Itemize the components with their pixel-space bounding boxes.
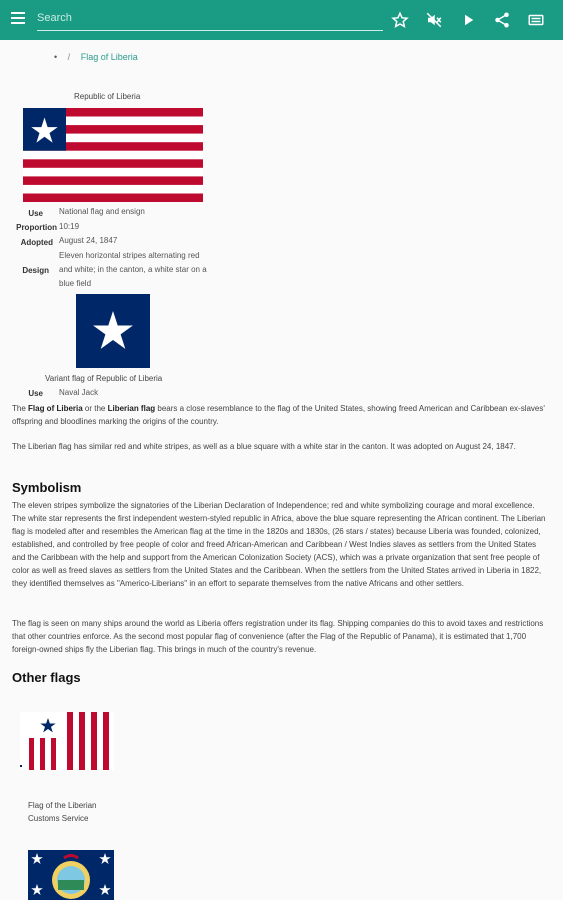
variant-use-label: Use xyxy=(28,389,43,398)
liberia-flag-image[interactable] xyxy=(23,108,203,202)
intro-paragraph: The Flag of Liberia or the Liberian flag bears a close resemblance to the flag of the United States, showing freed American and Caribbean ex-slaves' offspring and bloodlines marking the origins of the country. xyxy=(12,404,545,426)
search-bar[interactable] xyxy=(37,8,383,31)
star-icon[interactable] xyxy=(391,11,409,29)
infobox-row-value: 10:19 xyxy=(59,222,80,231)
infobox-row-label: Use xyxy=(28,209,43,218)
infobox-row-label: Design xyxy=(22,266,49,275)
breadcrumb xyxy=(54,52,138,62)
search-input[interactable] xyxy=(37,10,377,24)
infobox-row-value: August 24, 1847 xyxy=(59,236,118,245)
customs-flag-image[interactable] xyxy=(20,712,114,770)
variant-use-value: Naval Jack xyxy=(59,388,99,397)
infobox-row-label: Proportion xyxy=(16,223,57,232)
play-icon[interactable] xyxy=(459,11,477,29)
infobox-caption: Republic of Liberia xyxy=(74,92,141,101)
more-icon[interactable] xyxy=(527,11,545,29)
infobox-row-label: Adopted xyxy=(20,238,53,247)
infobox-row-value: Eleven horizontal stripes alternating red and white; in the canton, a white star on a blue field xyxy=(59,251,207,288)
symbolism-heading: Symbolism xyxy=(12,480,82,495)
breadcrumb-separator: / xyxy=(67,52,71,62)
presidential-flag-image[interactable] xyxy=(28,850,114,900)
mute-icon[interactable] xyxy=(425,11,443,29)
symbolism-paragraph-1: The eleven stripes symbolize the signatories of the Liberian Declaration of Independence; red and white symbolizing courage and moral excellence. The white star represents the first independent western-styled republic in Africa, above the blue square representing the African continent. The Liberian flag is modeled after and resembles the American flag at the time in the 1820s and 1830s, (26 stars / states) because Liberia was founded, colonized, established, and controlled by free people of color and freed African-American and Caribbean / West Indies slaves as settlers from the United States and the Caribbean with the help and support from the American Colonization Society (ACS), which was a private organization that sent free people of color as well as freed slaves as settlers from the United States and the Caribbean. When the settlers from the United States arrived in Liberia in 1822, they identified themselves as "Americo-Liberians" in an effort to separate themselves from the native Africans and other settlers. xyxy=(12,501,546,588)
infobox-row-value: National flag and ensign xyxy=(59,207,145,216)
breadcrumb-bullet: • xyxy=(54,52,58,62)
naval-jack-image[interactable] xyxy=(76,294,150,368)
other-flags-heading: Other flags xyxy=(12,670,81,685)
breadcrumb-current[interactable]: Flag of Liberia xyxy=(80,52,138,62)
symbolism-paragraph-2: The flag is seen on many ships around the world as Liberia offers registration under its flag. Shipping companies do this to avoid taxes and restrictions that other countries enforce. As the second most popular flag of convenience (after the Flag of the Republic of Panama), it is estimated that 1,700 foreign-owned ships fly the Liberian flag. This brings in much of the country's revenue. xyxy=(12,619,544,654)
customs-flag-caption: Flag of the Liberian Customs Service xyxy=(28,801,97,823)
intro-paragraph-2: The Liberian flag has similar red and white stripes, as well as a blue square with a white star in the canton. It was adopted on August 24, 1847. xyxy=(12,442,516,451)
app-toolbar xyxy=(0,0,563,40)
menu-icon[interactable] xyxy=(11,12,25,26)
share-icon[interactable] xyxy=(493,11,511,29)
variant-caption: Variant flag of Republic of Liberia xyxy=(45,374,163,383)
